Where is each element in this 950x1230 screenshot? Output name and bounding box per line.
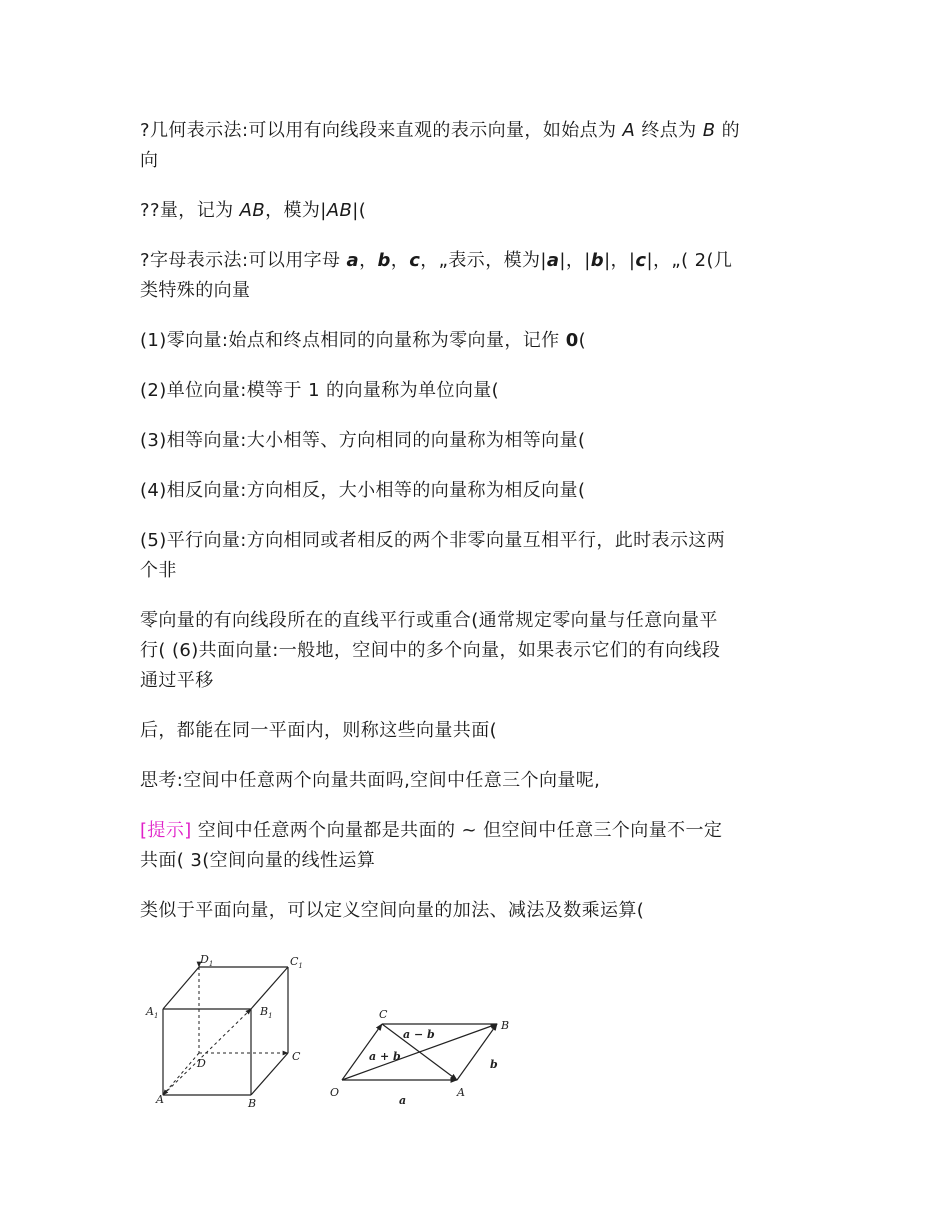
- paragraph-hint: [提示] 空间中任意两个向量都是共面的 ~ 但空间中任意三个向量不一定 共面( 3(空间向量的线性运算: [140, 820, 723, 871]
- paragraph-equal-vector: (3)相等向量:大小相等、方向相同的向量称为相等向量(: [140, 430, 586, 451]
- paragraph-letter-representation: ?字母表示法:可以用字母 a，b，c，„表示，模为|a|，|b|，|c|，„( 2(几 类特殊的向量: [140, 250, 733, 301]
- label-b: B: [248, 1097, 257, 1110]
- cube-hidden-da: [163, 1053, 199, 1095]
- label-a1: $A_1$: [146, 1005, 159, 1020]
- label-c: C: [292, 1050, 301, 1063]
- paragraph-think-question: 思考:空间中任意两个向量共面吗,空间中任意三个向量呢,: [140, 770, 601, 791]
- cube-edge-bc: [251, 1053, 288, 1095]
- paragraph-notation-ab: ??量，记为 AB，模为|AB|(: [140, 200, 367, 221]
- vector-ab: [457, 1024, 497, 1080]
- cube-diagonal-ab1: [163, 1009, 251, 1095]
- paragraph-zero-vector: (1)零向量:始点和终点相同的向量称为零向量，记作 0(: [140, 330, 587, 351]
- label-c1: $C_1$: [290, 955, 303, 970]
- label-a: A: [457, 1086, 465, 1099]
- label-d1: $D_1$: [200, 953, 214, 968]
- label-c: C: [379, 1008, 388, 1021]
- paragraph-unit-vector: (2)单位向量:模等于 1 的向量称为单位向量(: [140, 380, 500, 401]
- paragraph-geometric-representation: ?几何表示法:可以用有向线段来直观的表示向量，如始点为 A 终点为 B 的 向: [140, 120, 740, 171]
- hint-tag: [提示]: [140, 820, 192, 841]
- paragraph-opposite-vector: (4)相反向量:方向相反，大小相等的向量称为相反向量(: [140, 480, 586, 501]
- cube-figure: [140, 945, 320, 1120]
- cube-edge-a1d1: [163, 967, 199, 1009]
- parallelogram-figure: [325, 1000, 525, 1110]
- label-a: A: [156, 1093, 164, 1106]
- paragraph-coplanar-vector: 零向量的有向线段所在的直线平行或重合(通常规定零向量与任意向量平 行( (6)共面向量:一般地，空间中的多个向量，如果表示它们的有向线段 通过平移: [140, 610, 721, 691]
- label-a-minus-b: a − b: [403, 1028, 435, 1041]
- label-b1: $B_1$: [260, 1005, 273, 1020]
- label-a-vector: a: [399, 1094, 407, 1107]
- paragraph-coplanar-conclusion: 后，都能在同一平面内，则称这些向量共面(: [140, 720, 498, 741]
- label-o: O: [330, 1086, 340, 1099]
- paragraph-linear-operations: 类似于平面向量，可以定义空间向量的加法、减法及数乘运算(: [140, 900, 645, 921]
- label-b: B: [501, 1019, 510, 1032]
- cube-edge-b1c1: [251, 967, 288, 1009]
- paragraph-parallel-vector: (5)平行向量:方向相同或者相反的两个非零向量互相平行，此时表示这两 个非: [140, 530, 726, 581]
- label-b-vector: b: [490, 1058, 498, 1071]
- label-a-plus-b: a + b: [369, 1050, 401, 1063]
- label-d: D: [197, 1057, 206, 1070]
